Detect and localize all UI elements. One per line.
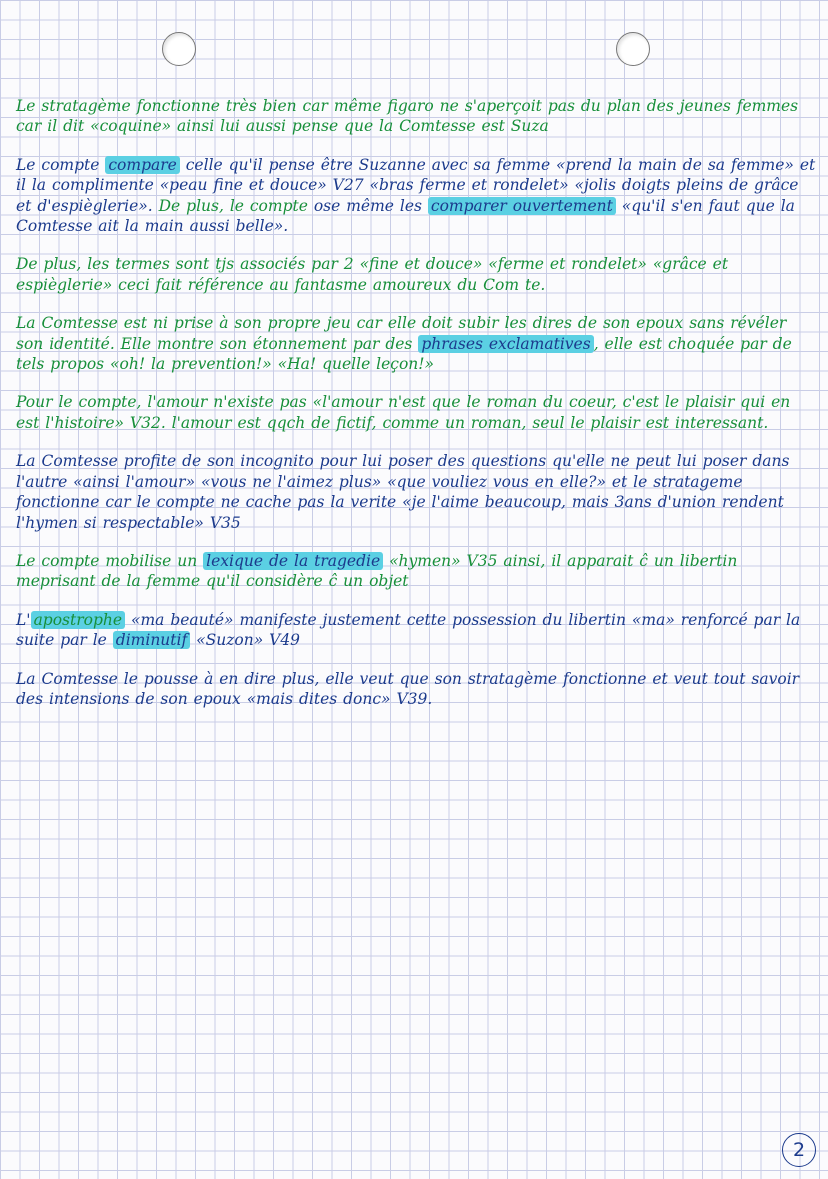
note-text: L' bbox=[16, 610, 31, 629]
highlighted-term: diminutif bbox=[113, 631, 190, 649]
note-text: La Comtesse le pousse à en dire plus, elle veut que son stratagème fonctionne et veut tout savoir des intensions de son epoux «mais dites donc» V39. bbox=[16, 669, 800, 708]
note-text: celle qu'il pense être Suzanne avec sa femme «prend la main de sa femme» et il la complimente «peau fine et douce» V27 «bras ferme et rondelet» «jolis doigts pleins de grâce et d'espièglerie». bbox=[16, 155, 816, 215]
note-text: «qu'il s'en faut que la Comtesse ait la main aussi belle». bbox=[16, 196, 795, 236]
note-text: «ma beauté» manifeste justement cette possession du libertin «ma» renforcé par la suite par le bbox=[16, 610, 801, 650]
note-paragraph bbox=[16, 155, 816, 237]
note-paragraph bbox=[16, 254, 816, 295]
note-text: ose même les bbox=[307, 196, 428, 215]
highlighted-term: phrases exclamatives bbox=[418, 335, 593, 353]
note-text: La Comtesse est ni prise à son propre jeu car elle doit subir les dires de son epoux sans révéler son identité. Elle montre son étonnement par des bbox=[16, 314, 787, 353]
note-text: De plus, le compte bbox=[158, 196, 308, 215]
note-paragraph bbox=[16, 96, 816, 137]
note-text: De plus, les termes sont tjs associés par 2 «fine et douce» «ferme et rondelet» «grâce et espièglerie» ceci fait référence au fantasme amoureux du Com te. bbox=[16, 255, 729, 294]
note-paragraph bbox=[16, 392, 816, 433]
note-text: Le stratagème fonctionne très bien car même figaro ne s'aperçoit pas du plan des jeunes femmes car il dit «coquine» ainsi lui aussi pense que la Comtesse est Suza bbox=[16, 97, 799, 136]
note-text: , elle est choquée par de tels propos «oh! la prevention!» «Ha! quelle leçon!» bbox=[16, 334, 792, 374]
note-text: «Suzon» V49 bbox=[190, 631, 301, 650]
handwritten-notes bbox=[16, 96, 816, 727]
highlighted-term: comparer ouvertement bbox=[428, 197, 616, 215]
note-text: Pour le compte, l'amour n'existe pas «l'amour n'est que le roman du coeur, c'est le plaisir qui en est l'histoire» V32. l'amour est qqch de fictif, comme un roman, seul le plaisir est interessant. bbox=[16, 393, 791, 432]
highlighted-term: apostrophe bbox=[31, 611, 126, 629]
note-text: «hymen» V35 ainsi, il apparait ĉ un libertin meprisant de la femme qu'il considère ĉ un objet bbox=[16, 551, 738, 591]
binder-hole-left bbox=[162, 32, 196, 66]
binder-hole-right bbox=[616, 32, 650, 66]
note-paragraph bbox=[16, 610, 816, 651]
note-paragraph bbox=[16, 451, 816, 533]
note-text: La Comtesse profite de son incognito pour lui poser des questions qu'elle ne peut lui poser dans l'autre «ainsi l'amour» «vous ne l'aimez plus» «que vouliez vous en elle?» et le stratageme fonctionne car le compte ne cache pas la verite «je l'aime beaucoup, mais 3ans d'union rendent l'hymen si respectable» V35 bbox=[16, 452, 790, 532]
highlighted-term: compare bbox=[105, 156, 179, 174]
note-paragraph bbox=[16, 669, 816, 710]
note-paragraph bbox=[16, 313, 816, 374]
note-paragraph bbox=[16, 551, 816, 592]
highlighted-term: lexique de la tragedie bbox=[203, 552, 383, 570]
note-text: Le compte mobilise un bbox=[16, 551, 204, 570]
note-text: Le compte bbox=[16, 155, 106, 174]
page-number: 2 bbox=[782, 1133, 816, 1167]
